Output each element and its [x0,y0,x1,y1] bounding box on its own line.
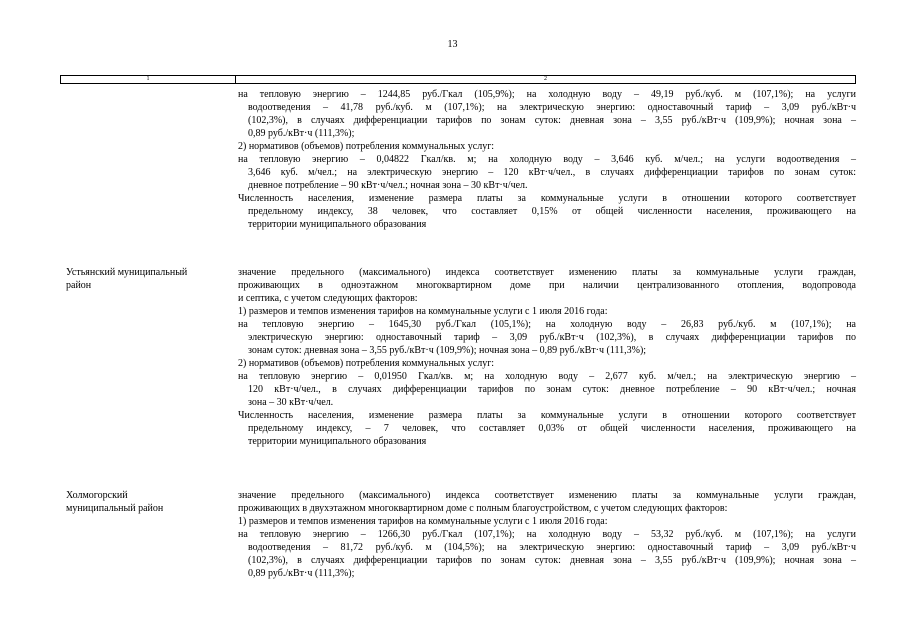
kholmogorsky-description [238,489,856,580]
text-line: зона – 30 кВт·ч/чел. [248,397,334,408]
text-line: 3,646 куб. м/чел.; на электрическую энергию – 120 кВт·ч/чел., в случаях дифференциации тарифов по зонам суток: [248,167,856,178]
district-name-line: район [66,280,92,291]
text-line: проживающих в двухэтажном многоквартирном доме с полным благоустройством, с учетом следующих факторов: [238,503,728,514]
text-line: 120 кВт·ч/чел., в случаях дифференциации тарифов по зонам суток: дневное потребление – 90 кВт·ч/чел.; ночная [248,384,856,395]
continued-description [238,88,856,231]
page-number: 13 [447,39,458,50]
text-line: территории муниципального образования [248,436,427,447]
text-line: 2) нормативов (объемов) потребления коммунальных услуг: [238,358,495,369]
column-number-2: 2 [544,76,547,82]
text-line: 0,89 руб./кВт·ч (111,3%); [248,128,355,139]
district-name-line: Холмогорский [66,490,128,501]
text-line: водоотведения – 81,72 руб./куб. м (104,5%); на электрическую энергию: одноставочный тариф – 3,09 руб./кВт·ч [248,542,856,553]
text-line: значение предельного (максимального) индекса соответствует изменению платы за коммунальные услуги граждан, [238,490,856,501]
text-line: водоотведения – 41,78 руб./куб. м (107,1%); на электрическую энергию: одноставочный тариф – 3,09 руб./кВт·ч [248,102,856,113]
text-line: 0,89 руб./кВт·ч (111,3%); [248,568,355,579]
text-line: предельному индексу, 38 человек, что составляет 0,15% от общей численности населения, проживающего на [248,206,856,217]
text-line: предельному индексу, – 7 человек, что составляет 0,03% от общей численности населения, проживающего на [248,423,856,434]
table-header-row [60,75,856,84]
text-line: Численность населения, изменение размера платы за коммунальные услуги в отношении которого соответствует [238,193,856,204]
text-line: зонам суток: дневная зона – 3,55 руб./кВт·ч (109,9%); ночная зона – 0,89 руб./кВт·ч (111,3%); [248,345,647,356]
text-line: на тепловую энергию – 1266,30 руб./Гкал (107,1%); на холодную воду – 53,32 руб./куб. м (107,1%); на услуги [238,529,856,540]
text-line: 2) нормативов (объемов) потребления коммунальных услуг: [238,141,495,152]
district-name-line: Устьянский муниципальный [66,267,188,278]
text-line: 1) размеров и темпов изменения тарифов на коммунальные услуги с 1 июля 2016 года: [238,306,608,317]
text-line: территории муниципального образования [248,219,427,230]
text-line: на тепловую энергию – 0,04822 Гкал/кв. м; на холодную воду – 3,646 куб. м/чел.; на услуги водоотведения – [238,154,856,165]
text-line: проживающих в одноэтажном многоквартирном доме при наличии централизованного отопления, водопровода [238,280,856,291]
text-line: Численность населения, изменение размера платы за коммунальные услуги в отношении которого соответствует [238,410,856,421]
column-number-1: 1 [61,76,236,83]
text-line: электрическую энергию: одноставочный тариф – 3,09 руб./кВт·ч (102,3%), в случаях дифференциации тарифов по [248,332,856,343]
text-line: (102,3%), в случаях дифференциации тарифов по зонам суток: дневная зона – 3,55 руб./кВт·ч (109,9%); ночная зона – [248,115,856,126]
text-line: на тепловую энергию – 1244,85 руб./Гкал (105,9%); на холодную воду – 49,19 руб./куб. м (107,1%); на услуги [238,89,856,100]
text-line: значение предельного (максимального) индекса соответствует изменению платы за коммунальные услуги граждан, [238,267,856,278]
text-line: 1) размеров и темпов изменения тарифов на коммунальные услуги с 1 июля 2016 года: [238,516,608,527]
text-line: на тепловую энергию – 0,01950 Гкал/кв. м; на холодную воду – 2,677 куб. м/чел.; на электрическую энергию – [238,371,856,382]
text-line: и септика, с учетом следующих факторов: [238,293,418,304]
text-line: на тепловую энергию – 1645,30 руб./Гкал (105,1%); на холодную воду – 26,83 руб./куб. м (107,1%); на [238,319,856,330]
text-line: дневное потребление – 90 кВт·ч/чел.; ночная зона – 30 кВт·ч/чел. [248,180,528,191]
text-line: (102,3%), в случаях дифференциации тарифов по зонам суток: дневная зона – 3,55 руб./кВт·ч (109,9%); ночная зона – [248,555,856,566]
district-name-kholmogorsky [66,489,232,515]
district-name-ustyansky [66,266,232,292]
ustyansky-description [238,266,856,448]
district-name-line: муниципальный район [66,503,164,514]
